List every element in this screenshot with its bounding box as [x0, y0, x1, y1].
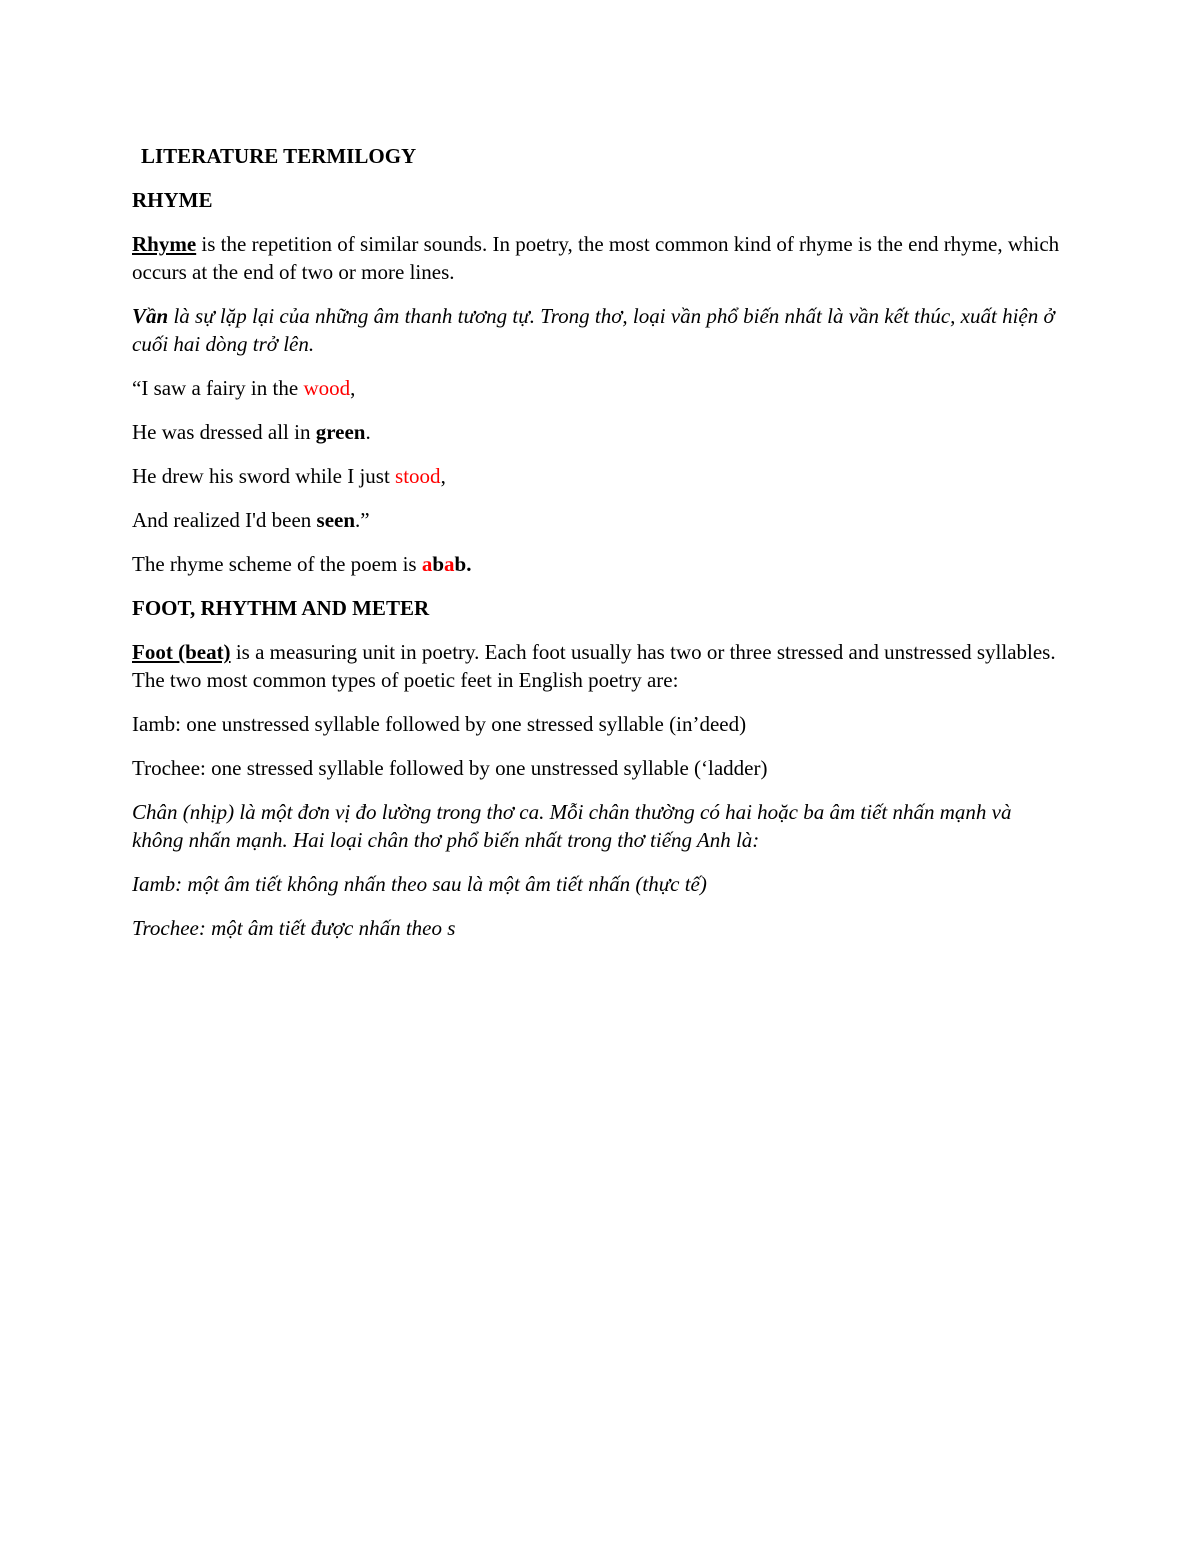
scheme-letter-a1: a — [421, 552, 433, 576]
poem-line-2-text: He was dressed all in — [132, 420, 316, 444]
rhyme-scheme-text: The rhyme scheme of the poem is — [132, 552, 422, 576]
document-body — [132, 142, 1062, 958]
iamb-definition-vi: Iamb: một âm tiết không nhấn theo sau là một âm tiết nhấn (thực tế) — [132, 872, 707, 896]
foot-definition-vi: Chân (nhịp) là một đơn vị đo lường trong thơ ca. Mỗi chân thường có hai hoặc ba âm tiết nhấn mạnh và không nhấn mạnh. Hai loại chân thơ phổ biến nhất trong thơ tiếng Anh là: — [132, 800, 1012, 852]
rhyme-term-vi: Vần — [132, 304, 169, 328]
rhyme-word-stood: stood — [395, 464, 441, 488]
foot-heading: FOOT, RHYTHM AND METER — [132, 596, 430, 620]
trochee-definition: Trochee: one stressed syllable followed by one unstressed syllable (‘ladder) — [132, 756, 768, 780]
rhyme-heading: RHYME — [132, 188, 213, 212]
rhyme-word-seen: seen — [316, 508, 356, 532]
poem-line-4-text: And realized I'd been — [132, 508, 317, 532]
foot-definition-text: is a measuring unit in poetry. Each foot usually has two or three stressed and unstressed syllables. The two most common types of poetic feet in English poetry are: — [132, 640, 1056, 692]
poem-line-4 — [132, 506, 1062, 534]
poem-line-2 — [132, 418, 1062, 446]
rhyme-word-wood: wood — [303, 376, 351, 400]
poem-line-3-punct: , — [440, 464, 446, 488]
poem-line-3-text: He drew his sword while I just — [132, 464, 396, 488]
rhyme-definition — [132, 230, 1062, 286]
rhyme-definition-vi — [132, 302, 1062, 358]
trochee-definition-vi: Trochee: một âm tiết được nhấn theo s — [132, 916, 456, 940]
rhyme-word-green: green — [315, 420, 366, 444]
rhyme-scheme — [132, 550, 1062, 578]
poem-line-1 — [132, 374, 1062, 402]
foot-definition — [132, 638, 1062, 694]
iamb-definition: Iamb: one unstressed syllable followed by one stressed syllable (in’deed) — [132, 712, 747, 736]
poem-line-1-text: “I saw a fairy in the — [132, 376, 304, 400]
rhyme-definition-vi-text: là sự lặp lại của những âm thanh tương tự. Trong thơ, loại vần phổ biến nhất là vần kết thúc, xuất hiện ở cuối hai dòng trở lên. — [132, 304, 1055, 356]
rhyme-definition-text: is the repetition of similar sounds. In poetry, the most common kind of rhyme is the end rhyme, which occurs at the end of two or more lines. — [132, 232, 1060, 284]
poem-line-4-punct: .” — [355, 508, 370, 532]
scheme-letter-b1: b — [432, 552, 445, 576]
poem-line-3 — [132, 462, 1062, 490]
rhyme-term: Rhyme — [132, 232, 197, 256]
foot-term: Foot (beat) — [132, 640, 231, 664]
document-title: LITERATURE TERMILOGY — [141, 144, 417, 168]
poem-line-1-punct: , — [350, 376, 356, 400]
scheme-letter-a2: a — [444, 552, 455, 576]
poem-line-2-punct: . — [365, 420, 371, 444]
scheme-letter-b2: b. — [454, 552, 472, 576]
